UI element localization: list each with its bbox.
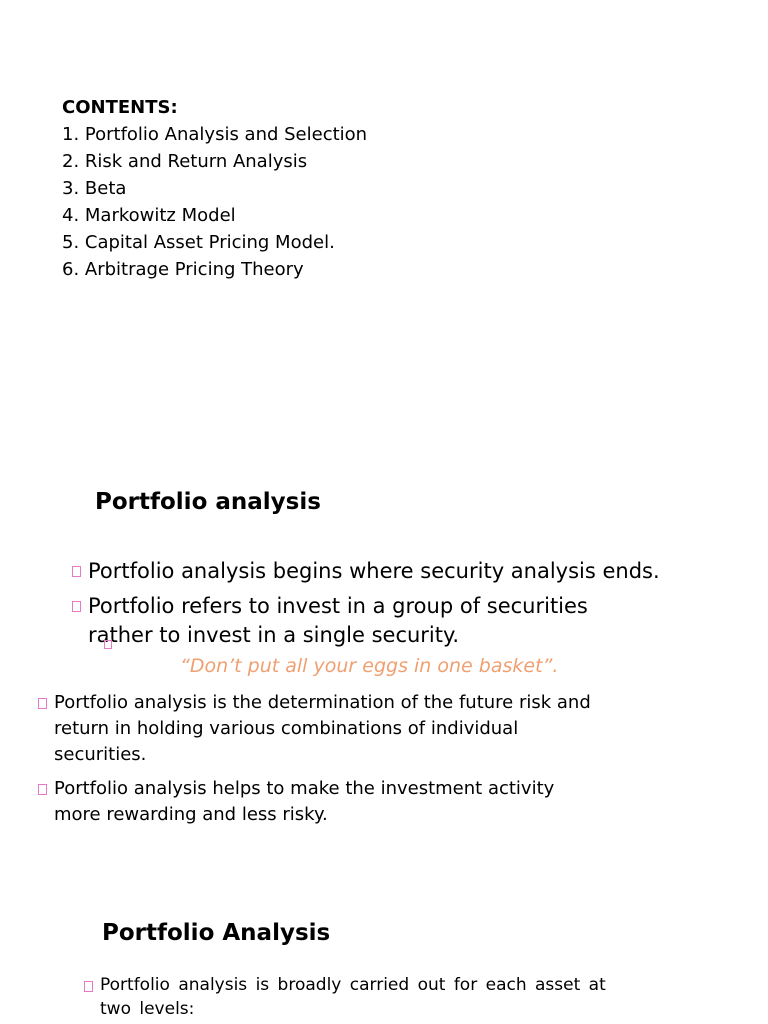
bullet-item: [72, 557, 660, 586]
bullet-item: [38, 776, 554, 828]
bullet-text-line: rather to invest in a single security.: [88, 623, 460, 647]
bullet-text-line: Portfolio analysis helps to make the investment activity: [54, 778, 555, 799]
bullet-text-line: securities.: [54, 744, 147, 765]
contents-item: 4. Markowitz Model: [62, 205, 236, 226]
contents-item: 3. Beta: [62, 178, 127, 199]
bullet-item: [72, 592, 588, 650]
bullet-box-icon: [72, 601, 81, 612]
bullet-box-icon: [72, 566, 81, 577]
bullet-item: [38, 690, 591, 768]
bullet-item: [84, 973, 606, 1021]
bullet-box-icon: [38, 698, 47, 709]
bullet-text-line: Portfolio analysis is the determination of the future risk and: [54, 692, 591, 713]
bullet-box-icon: [84, 981, 93, 992]
slide-title: Portfolio analysis: [95, 489, 321, 515]
bullet-text-line: two levels:: [100, 999, 195, 1019]
contents-item: 1. Portfolio Analysis and Selection: [62, 124, 368, 145]
contents-list: [62, 94, 367, 283]
contents-item: 6. Arbitrage Pricing Theory: [62, 259, 304, 280]
bullet-text: Portfolio analysis begins where security analysis ends.: [88, 559, 660, 583]
bullet-box-icon: [38, 784, 47, 795]
bullet-text-line: more rewarding and less risky.: [54, 804, 328, 825]
bullet-text-line: Portfolio analysis is broadly carried out for each asset at: [100, 975, 606, 995]
slide-title: Portfolio Analysis: [102, 920, 331, 946]
quote-text: “Don’t put all your eggs in one basket”.: [180, 655, 559, 677]
bullet-box-icon: [104, 640, 112, 649]
bullet-text-line: return in holding various combinations of individual: [54, 718, 519, 739]
contents-heading: CONTENTS:: [62, 97, 178, 118]
contents-item: 5. Capital Asset Pricing Model.: [62, 232, 335, 253]
bullet-text-line: Portfolio refers to invest in a group of securities: [88, 594, 588, 618]
contents-item: 2. Risk and Return Analysis: [62, 151, 308, 172]
